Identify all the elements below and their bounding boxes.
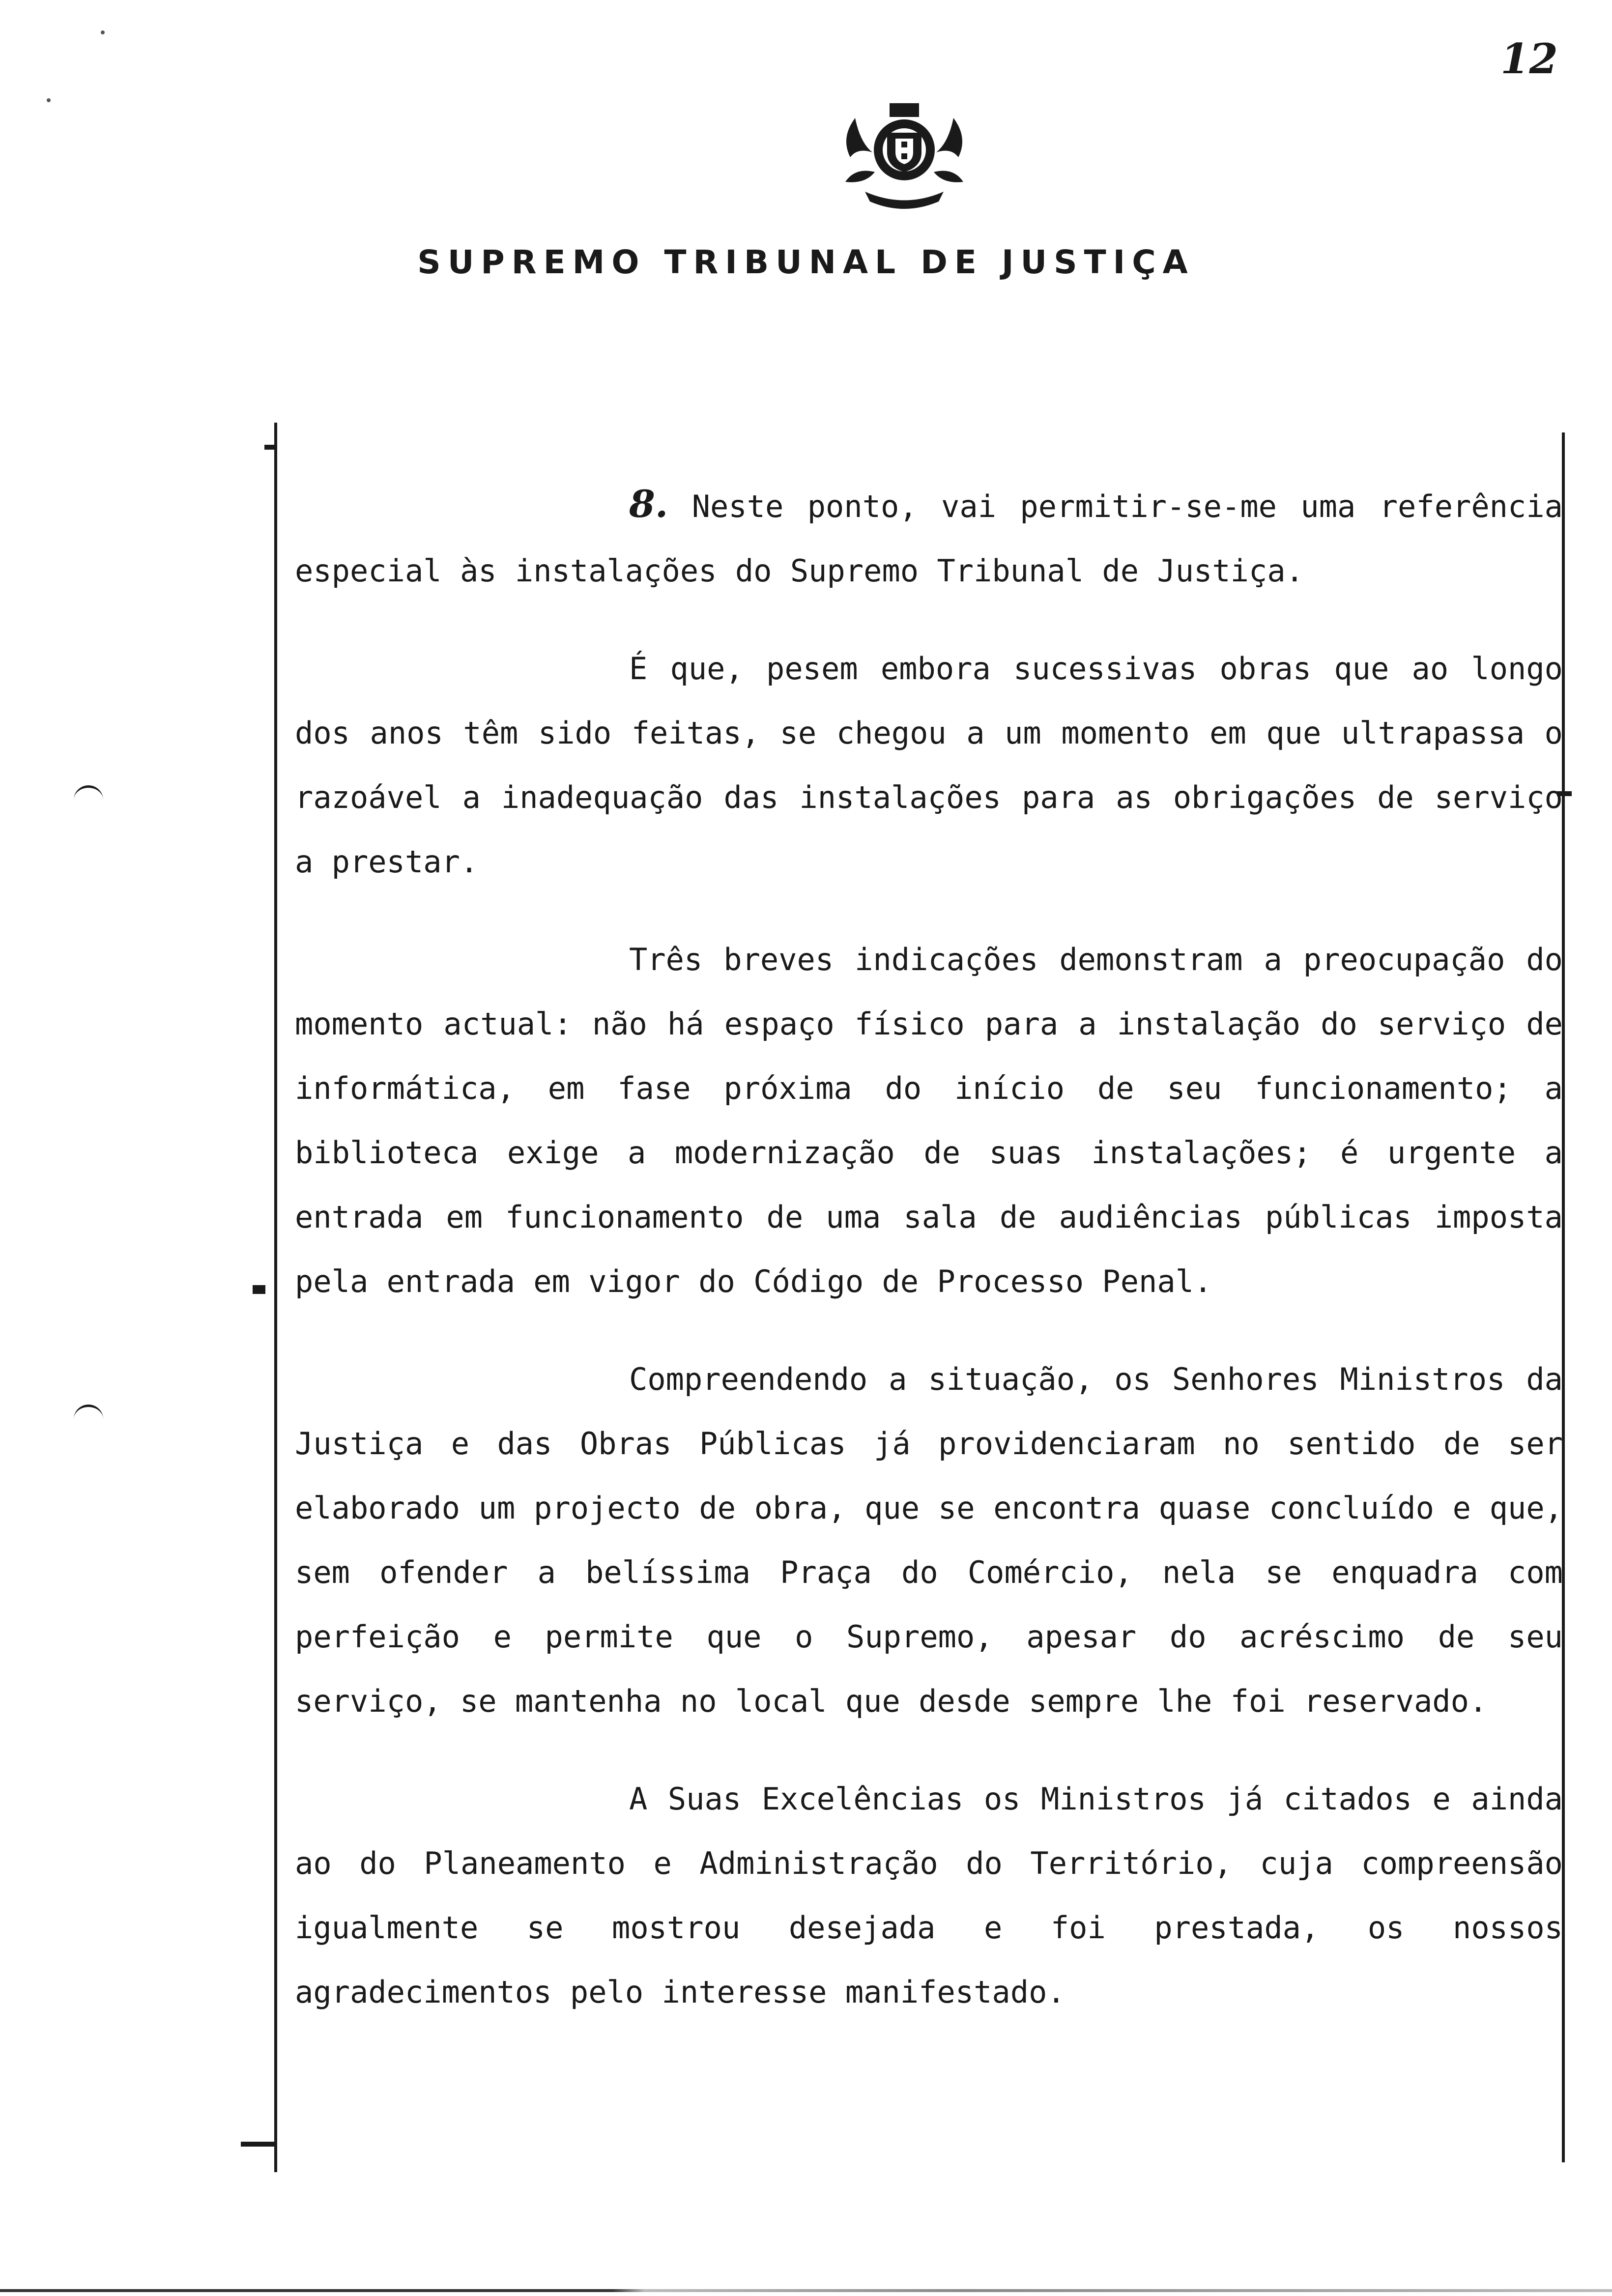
court-name-heading: SUPREMO TRIBUNAL DE JUSTIÇA: [417, 243, 1195, 281]
paragraph: Compreendendo a situação, os Senhores Ministros da Justiça e das Obras Públicas já providenciaram no sentido de ser elaborado um projecto de obra, que se encontra quase concluído e que, sem ofender a belíssima Praça do Comércio, nela se enquadra com perfeição e permite que o Supremo, apesar do acréscimo de seu serviço, se mantenha no local que desde sempre lhe foi reservado.: [295, 1361, 1563, 1719]
coat-of-arms-icon: [835, 98, 973, 211]
paragraph: Três breves indicações demonstram a preocupação do momento actual: não há espaço físico para a instalação do serviço de informática, em fase próxima do início de seu funcionamento; a biblioteca exige a modernização de suas instalações; é urgente a entrada em funcionamento de uma sala de audiências públicas imposta pela entrada em vigor do Código de Processo Penal.: [295, 942, 1563, 1299]
scan-edge: [0, 2289, 1612, 2292]
paragraph-number: 8.: [629, 482, 668, 526]
speck: [47, 98, 51, 102]
left-margin-rule: [274, 423, 277, 2172]
punch-hole-mark: [74, 785, 103, 802]
paragraph-text: Neste ponto, vai permitir-se-me uma referência especial às instalações do Supremo Tribunal de Justiça.: [295, 488, 1563, 589]
paragraph: É que, pesem embora sucessivas obras que ao longo dos anos têm sido feitas, se chegou a um momento em que ultrapassa o razoável a inadequação das instalações para as obrigações de serviço a prestar.: [295, 651, 1563, 880]
document-body: [295, 472, 1563, 2058]
page-number: 12: [1500, 34, 1558, 83]
margin-tick: [241, 2142, 275, 2147]
margin-tick: [264, 445, 277, 450]
paragraph: A Suas Excelências os Ministros já citados e ainda ao do Planeamento e Administração do Território, cuja compreensão igualmente se mostrou desejada e foi prestada, os nossos agradecimentos pelo interesse manifestado.: [295, 1781, 1563, 2010]
punch-hole-mark: [74, 1405, 103, 1421]
paragraph: [295, 472, 1563, 603]
margin-tick: [253, 1285, 265, 1294]
speck: [101, 30, 105, 34]
